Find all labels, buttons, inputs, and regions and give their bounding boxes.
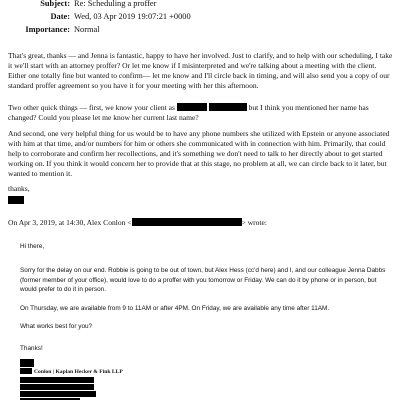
firm-signature [20, 368, 123, 376]
importance-label: Importance: [25, 25, 70, 34]
redacted-contact-line [20, 384, 94, 390]
firm-name: Conlon | Kaplan Hecker & Fink LLP [34, 369, 123, 375]
body-paragraph-3: And second, one very helpful thing for us would be to have any phone numbers she utilized with Epstein or anyone associated with him at that time, and/or numbers for him or others she communicated with in connection with him. Primarily, that could help to corroborate and confirm her recollections, and it's something we don't need to talk to her directly about to get started working on. If you think it would concern her to provide that at this stage, no problem at all, we can circle back to it later, but wanted to mention it. [8, 129, 390, 178]
subject-label: Subject: [40, 0, 70, 8]
redaction-box [209, 103, 247, 111]
quote-intro [8, 218, 267, 228]
sign-off: thanks, [8, 184, 30, 193]
quote-intro-after: > wrote: [241, 218, 267, 227]
date-row [0, 11, 400, 22]
redacted-email-address [132, 218, 242, 226]
quoted-greeting: Hi there, [20, 243, 45, 250]
quoted-closing: Thanks! [20, 345, 43, 352]
subject-row [0, 0, 400, 9]
body-paragraph-2-after: but I think you mentioned her name has changed? Could you please let me know her current last name? [8, 103, 369, 122]
quoted-paragraph-1: Sorry for the delay on our end. Robbie is going to be out of town, but Alex Hess (cc'd here) and I, and our colleague Jenna Dabbs (former member of your office), would love to do a proffer with you tomorrow or Friday. We can do it by phone or in person, but would prefer to do it in person. [20, 267, 386, 294]
redaction-box [20, 368, 32, 374]
redacted-contact-line [20, 391, 96, 397]
body-paragraph-2 [8, 103, 396, 123]
email-header [0, 0, 400, 33]
quoted-paragraph-3: What works best for you? [20, 323, 93, 330]
quote-intro-before: On Apr 3, 2019, at 14:30, Alex Conlon < [8, 218, 132, 227]
body-paragraph-1: That's great, thanks — and Jenna is fantastic, happy to have her involved. Just to clarify, and to help with our scheduling, I take it we'll start with an attorney proffer? Or let me know if I misinterpreted and we're talking about a meeting with the client. Either one totally fine but wanted to confirm— let me know and I'll circle back in timing, and will also send you a copy of our standard proffer agreement so you have it for your meeting with her this afternoon. [8, 51, 393, 90]
importance-row [0, 24, 400, 35]
redacted-signature [8, 196, 24, 204]
body-paragraph-2-before: Two other quick things — first, we know your client as [8, 103, 175, 112]
quoted-paragraph-2: On Thursday, we are available from 9 to 11AM or after 4PM. On Friday, we are available any time after 11AM. [20, 305, 330, 312]
date-value: Wed, 03 Apr 2019 19:07:21 +0000 [74, 12, 191, 21]
subject-value: Re: Scheduling a proffer [74, 0, 157, 8]
redacted-signature [20, 359, 34, 367]
redaction-box [177, 103, 207, 111]
importance-value: Normal [74, 25, 100, 34]
redacted-contact-line [20, 377, 94, 383]
date-label: Date: [50, 12, 70, 21]
